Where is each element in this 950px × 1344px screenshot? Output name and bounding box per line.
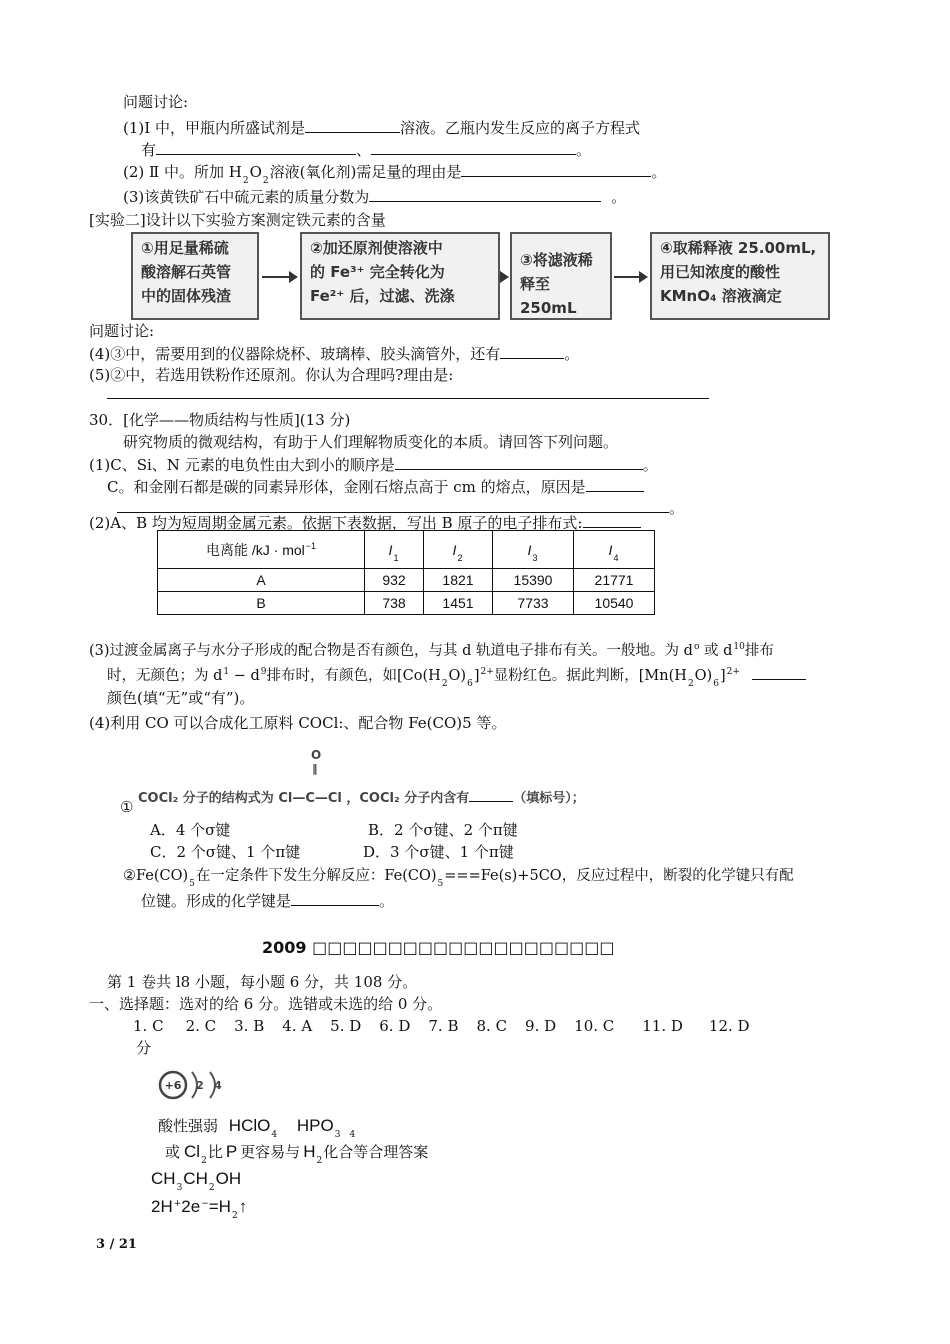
answer-item: 11. D — [642, 1017, 683, 1035]
part-3-cont: 时，无颜色；为 $d^1 - d^9$排布时，有颜色，如$[Co(H_2O)_6]^{2+}$显粉红色。据此判断，$[Mn(H_2O)_6]^{2+}$ — [107, 664, 806, 688]
q1-text-e: 。 — [576, 141, 592, 159]
answer-item: 2. C — [185, 1017, 217, 1035]
table-header-i4: $I_4$ — [574, 531, 655, 569]
answer-item: 12. D — [708, 1017, 750, 1035]
answer-blank[interactable] — [500, 343, 564, 359]
answer-blank[interactable] — [461, 161, 651, 177]
cocl2-question: COCl₂ 分子的结构式为 Cl—C—Cl ，COCl₂ 分子内含有 （填标号）； — [138, 791, 585, 806]
question-3: (3)该黄铁矿石中硫元素的质量分数为 。 — [123, 188, 627, 206]
question-5: (5)②中，若选用铁粉作还原剂。你认为合理吗?理由是: — [89, 366, 454, 384]
part-1-cont: C。和金刚石都是碳的同素异形体，金刚石熔点高于 cm 的熔点，原因是 — [107, 476, 644, 497]
part-1-cont-line: 。 — [117, 497, 684, 518]
or-answer: 或 $Cl_2$比 P 更容易与 $H_2$化合等合理答案 — [165, 1142, 429, 1166]
flow-arrow — [262, 276, 296, 278]
answer-blank[interactable] — [156, 139, 356, 155]
answer-item: 7. B — [428, 1017, 459, 1035]
answer-item: 8. C — [476, 1017, 508, 1035]
answer-line[interactable] — [107, 398, 709, 399]
table-row: B 738 1451 7733 10540 — [158, 592, 655, 615]
flow-step-2: ②加还原剂使溶液中 的 Fe³⁺ 完全转化为 Fe²⁺ 后，过滤、洗涤 — [300, 232, 500, 320]
part-3-cont2: 颜色(填“无”或“有”)。 — [107, 689, 255, 707]
table-header-label: 电离能 /kJ · mol$^{-1}$ — [158, 531, 365, 569]
ethanol-formula: $CH_3CH_2OH$ — [151, 1169, 242, 1193]
flow-step-1: ①用足量稀硫 酸溶解石英管 中的固体残渣 — [131, 232, 259, 320]
answer-blank[interactable] — [305, 117, 400, 133]
circle-1: ① — [120, 798, 134, 816]
part-2: (2)A、B 均为短周期金属元素。依据下表数据，写出 B 原子的电子排布式: — [89, 512, 641, 533]
answer-blank[interactable] — [117, 497, 669, 513]
answer-blank[interactable] — [369, 186, 601, 202]
question-1 — [123, 117, 640, 138]
double-bond: ‖ — [312, 762, 318, 775]
answer-item: 3. B — [234, 1017, 265, 1035]
part-4: (4)利用 CO 可以合成化工原料 COCl:、配合物 Fe(CO)5 等。 — [89, 714, 507, 732]
answer-blank[interactable] — [371, 139, 576, 155]
page-number: 3 / 21 — [96, 1237, 137, 1252]
answer-heading: 2009 □□□□□□□□□□□□□□□□□□□□ — [262, 938, 615, 957]
flow-arrow — [503, 276, 507, 278]
answer-item: 1. C — [133, 1017, 164, 1035]
ionization-energy-table — [157, 530, 655, 615]
question-30-intro: 研究物质的微观结构，有助于人们理解物质变化的本质。请回答下列问题。 — [123, 433, 619, 451]
answer-item: 5. D — [330, 1017, 362, 1035]
q1-text-a: (1)I 中，甲瓶内所盛试剂是 — [123, 119, 305, 137]
carbonyl-o: O — [311, 748, 322, 762]
question-30-title: 30．[化学——物质结构与性质](13 分) — [89, 411, 351, 429]
answer-blank[interactable] — [395, 454, 643, 470]
part-4-2-cont: 位键。形成的化学键是 。 — [141, 892, 395, 910]
table-header-i2: $I_2$ — [424, 531, 493, 569]
nucleus-charge: +6 — [164, 1079, 182, 1092]
experiment-2-title: [实验二]设计以下实验方案测定铁元素的含量 — [89, 211, 386, 229]
q1-text-d: 、 — [356, 141, 372, 159]
q1-text-c: 有 — [141, 141, 157, 159]
acid-strength: 酸性强弱 HClO$_4$ $HPO_3$ $_4$ — [158, 1116, 356, 1140]
flow-step-4: ④取稀释液 25.00mL, 用已知浓度的酸性 KMnO₄ 溶液滴定 — [650, 232, 830, 320]
electrode-equation: $2H^+2e^-=H_2↑$ — [151, 1197, 248, 1221]
answer-intro: 第 1 卷共 l8 小题，每小题 6 分，共 108 分。 — [107, 973, 418, 991]
q1-text-b: 溶液。乙瓶内发生反应的离子方程式 — [399, 119, 640, 137]
discussion-label: 问题讨论: — [89, 322, 155, 340]
option-a[interactable]: A．4 个σ键 — [150, 821, 231, 839]
question-4: (4)③中，需要用到的仪器除烧杯、玻璃棒、胶头滴管外，还有 。 — [89, 345, 580, 363]
discussion-label: 问题讨论: — [123, 93, 189, 111]
shell-2-count: 4 — [214, 1079, 222, 1092]
answer-item: 6. D — [379, 1017, 411, 1035]
answer-item: 10. C — [574, 1017, 615, 1035]
shell-1-count: 2 — [196, 1079, 204, 1092]
option-d[interactable]: D．3 个σ键、1 个π键 — [363, 843, 514, 861]
answer-rule: 一、选择题：选对的给 6 分。选错或未选的给 0 分。 — [89, 995, 443, 1013]
question-1-cont — [141, 139, 591, 160]
option-b[interactable]: B．2 个σ键、2 个π键 — [368, 821, 518, 839]
atom-structure-icon — [156, 1068, 238, 1102]
flow-arrow — [614, 276, 646, 278]
answer-blank[interactable] — [583, 512, 641, 528]
table-header-i3: $I_3$ — [493, 531, 574, 569]
answer-list — [133, 1016, 750, 1036]
flow-step-3: ③将滤液稀 释至 250mL — [510, 232, 612, 320]
table-row: A 932 1821 15390 21771 — [158, 569, 655, 592]
question-2: (2) Ⅱ 中。所加 $H_2O_2$溶液(氧化剂)需足量的理由是 。 — [123, 163, 667, 186]
part-3: (3)过渡金属离子与水分子形成的配合物是否有颜色，与其 d 轨道电子排布有关。一般地。为 $d^o$ 或 $d^{10}$排布 — [89, 642, 774, 659]
part-1: (1)C、Si、N 元素的电负性由大到小的顺序是 。 — [89, 456, 658, 474]
answer-blank[interactable] — [469, 789, 513, 802]
part-4-2: $②Fe(CO)_5$在一定条件下发生分解反应：$Fe(CO)_5===Fe(s)+5CO$，反应过程中，断裂的化学键只有配 — [123, 868, 794, 889]
answer-item: 4. A — [282, 1017, 313, 1035]
answer-blank[interactable] — [752, 664, 806, 680]
option-c[interactable]: C．2 个σ键、1 个π键 — [150, 843, 301, 861]
score-unit: 分 — [136, 1039, 152, 1057]
table-header-i1: $I_1$ — [365, 531, 424, 569]
answer-blank[interactable] — [586, 476, 644, 492]
answer-blank[interactable] — [291, 890, 379, 906]
answer-item: 9. D — [525, 1017, 557, 1035]
